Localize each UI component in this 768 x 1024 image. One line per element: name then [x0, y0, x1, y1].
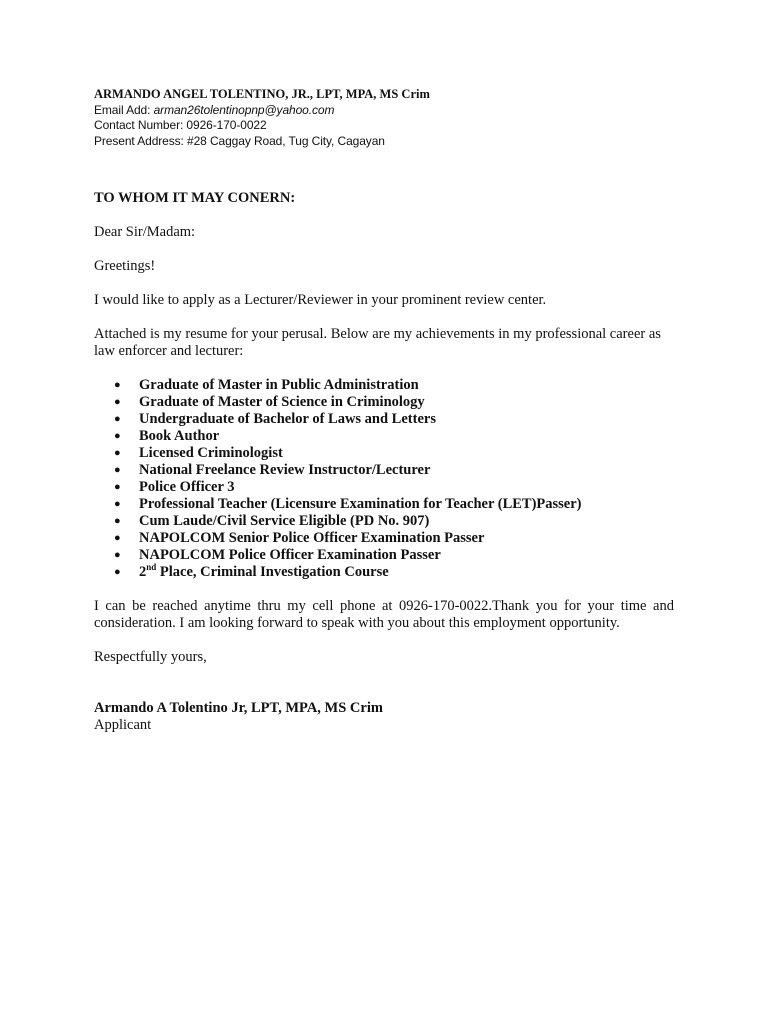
sender-name: ARMANDO ANGEL TOLENTINO, JR., LPT, MPA, MS Crim	[94, 87, 430, 101]
bullet-icon: ●	[114, 464, 121, 476]
bullet-icon: ●	[114, 447, 121, 459]
achievement-text: Graduate of Master in Public Administration	[139, 377, 419, 393]
achievement-item	[94, 394, 674, 411]
achievement-item	[94, 428, 674, 445]
achievement-item	[94, 445, 674, 462]
signature-title: Applicant	[94, 717, 152, 733]
sender-address: Present Address: #28 Caggay Road, Tug City, Cagayan	[94, 133, 385, 148]
achievement-text: Place, Criminal Investigation Course	[156, 564, 389, 580]
achievement-text: Licensed Criminologist	[139, 445, 283, 461]
letter-heading: TO WHOM IT MAY CONERN:	[94, 190, 296, 206]
achievement-item	[94, 462, 674, 479]
closing: Respectfully yours,	[94, 649, 207, 665]
achievement-item	[94, 479, 674, 496]
achievement-text: Police Officer 3	[139, 479, 235, 495]
achievement-item	[94, 513, 674, 530]
bullet-icon: ●	[114, 532, 121, 544]
achievement-item	[94, 411, 674, 428]
achievements-list	[94, 377, 674, 581]
letter-body	[94, 190, 674, 734]
bullet-icon: ●	[114, 481, 121, 493]
bullet-icon: ●	[114, 396, 121, 408]
attached-paragraph: Attached is my resume for your perusal. Below are my achievements in my professional career as law enforcer and lecturer:	[94, 326, 661, 359]
achievement-item	[94, 547, 674, 564]
achievement-text: National Freelance Review Instructor/Lecturer	[139, 462, 431, 478]
achievement-item	[94, 496, 674, 513]
salutation: Dear Sir/Madam:	[94, 224, 196, 240]
achievement-text: Cum Laude/Civil Service Eligible (PD No. 907)	[139, 513, 430, 529]
achievement-ordinal-number: 2	[139, 564, 147, 580]
achievement-item	[94, 530, 674, 547]
letterhead	[94, 87, 694, 149]
intro-paragraph: I would like to apply as a Lecturer/Reviewer in your prominent review center.	[94, 292, 547, 308]
contact-paragraph: I can be reached anytime thru my cell phone at 0926-170-0022.Thank you for your time and consideration. I am looking forward to speak with you about this employment opportunity.	[94, 598, 674, 631]
achievement-text: NAPOLCOM Police Officer Examination Passer	[139, 547, 441, 563]
bullet-icon: ●	[114, 379, 121, 391]
bullet-icon: ●	[114, 413, 121, 425]
achievement-text: NAPOLCOM Senior Police Officer Examination Passer	[139, 530, 485, 546]
bullet-icon: ●	[114, 430, 121, 442]
achievement-item	[94, 377, 674, 394]
bullet-icon: ●	[114, 549, 121, 561]
signature-name: Armando A Tolentino Jr, LPT, MPA, MS Crim	[94, 700, 383, 716]
bullet-icon: ●	[114, 515, 121, 527]
email-label: Email Add:	[94, 102, 154, 117]
bullet-icon: ●	[114, 498, 121, 510]
sender-contact: Contact Number: 0926-170-0022	[94, 118, 267, 132]
signature-block	[94, 700, 674, 734]
greeting: Greetings!	[94, 258, 156, 274]
achievement-item	[94, 564, 674, 581]
achievement-text: Graduate of Master of Science in Criminology	[139, 394, 425, 410]
email-address: arman26tolentinopnp@yahoo.com	[153, 102, 335, 117]
achievement-text: Undergraduate of Bachelor of Laws and Letters	[139, 411, 436, 427]
bullet-icon: ●	[114, 566, 121, 578]
achievement-text: Book Author	[139, 428, 220, 444]
sender-email-line	[94, 103, 694, 119]
achievement-text: Professional Teacher (Licensure Examination for Teacher (LET)Passer)	[139, 496, 582, 512]
achievement-ordinal-suffix: nd	[146, 562, 157, 573]
